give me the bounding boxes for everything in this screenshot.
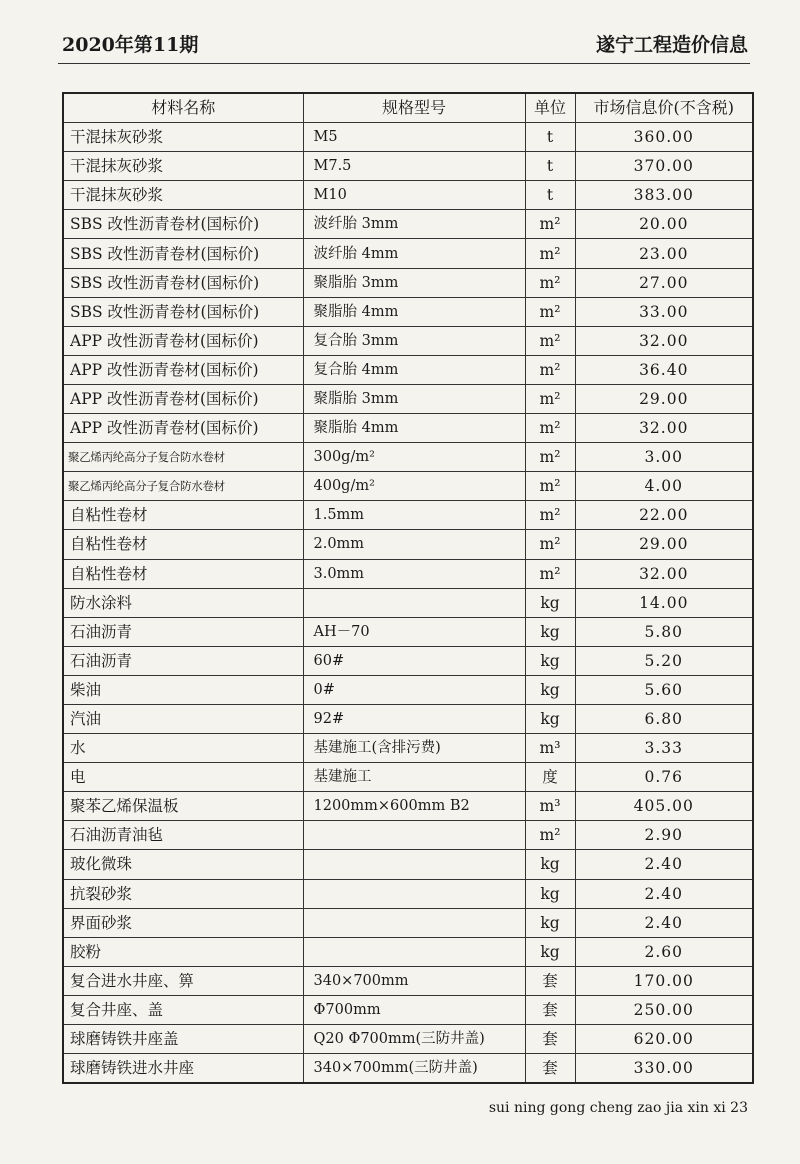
table-row: [63, 908, 753, 937]
unit-cell: m²: [525, 355, 575, 384]
price-cell: 29.00: [575, 530, 753, 559]
spec-cell: 聚脂胎 4mm: [303, 414, 525, 443]
spec-cell: Q20 Φ700mm(三防井盖): [303, 1025, 525, 1054]
table-row: [63, 821, 753, 850]
price-cell: 14.00: [575, 588, 753, 617]
material-name-cell: 自粘性卷材: [63, 530, 303, 559]
unit-cell: t: [525, 181, 575, 210]
unit-cell: 套: [525, 995, 575, 1024]
spec-cell: 0#: [303, 675, 525, 704]
table-row: [63, 704, 753, 733]
price-cell: 6.80: [575, 704, 753, 733]
unit-cell: m²: [525, 297, 575, 326]
price-cell: 5.80: [575, 617, 753, 646]
material-name-cell: 防水涂料: [63, 588, 303, 617]
price-cell: 0.76: [575, 763, 753, 792]
unit-cell: m²: [525, 501, 575, 530]
table-header: [63, 93, 753, 123]
spec-cell: 聚脂胎 3mm: [303, 384, 525, 413]
unit-cell: 度: [525, 763, 575, 792]
material-name-cell: APP 改性沥青卷材(国标价): [63, 414, 303, 443]
unit-cell: t: [525, 123, 575, 152]
table-row: [63, 1025, 753, 1054]
price-cell: 383.00: [575, 181, 753, 210]
table-header-row: [63, 93, 753, 123]
spec-cell: 聚脂胎 3mm: [303, 268, 525, 297]
price-cell: 2.40: [575, 850, 753, 879]
header-divider: [58, 63, 750, 64]
unit-cell: kg: [525, 937, 575, 966]
unit-cell: kg: [525, 879, 575, 908]
unit-cell: m²: [525, 559, 575, 588]
price-cell: 32.00: [575, 326, 753, 355]
material-name-cell: 自粘性卷材: [63, 501, 303, 530]
material-name-cell: 石油沥青: [63, 617, 303, 646]
material-name-cell: 干混抹灰砂浆: [63, 123, 303, 152]
unit-cell: 套: [525, 1054, 575, 1084]
spec-cell: 340×700mm: [303, 966, 525, 995]
unit-cell: 套: [525, 1025, 575, 1054]
material-name-cell: 胶粉: [63, 937, 303, 966]
price-cell: 32.00: [575, 414, 753, 443]
unit-cell: m²: [525, 530, 575, 559]
price-cell: 250.00: [575, 995, 753, 1024]
table-row: [63, 937, 753, 966]
spec-cell: M7.5: [303, 152, 525, 181]
spec-cell: 1200mm×600mm B2: [303, 792, 525, 821]
table-row: [63, 646, 753, 675]
material-name-cell: 复合进水井座、箅: [63, 966, 303, 995]
spec-cell: 波纤胎 4mm: [303, 239, 525, 268]
table-row: [63, 239, 753, 268]
table-row: [63, 123, 753, 152]
table-row: [63, 268, 753, 297]
spec-cell: [303, 588, 525, 617]
column-header-unit: 单位: [525, 93, 575, 123]
table-row: [63, 617, 753, 646]
unit-cell: kg: [525, 908, 575, 937]
table-row: [63, 472, 753, 501]
price-cell: 20.00: [575, 210, 753, 239]
material-name-cell: APP 改性沥青卷材(国标价): [63, 384, 303, 413]
material-name-cell: 球磨铸铁进水井座: [63, 1054, 303, 1084]
unit-cell: m³: [525, 792, 575, 821]
material-name-cell: APP 改性沥青卷材(国标价): [63, 355, 303, 384]
unit-cell: m²: [525, 268, 575, 297]
price-cell: 29.00: [575, 384, 753, 413]
spec-cell: 400g/m²: [303, 472, 525, 501]
unit-cell: m²: [525, 384, 575, 413]
table-row: [63, 995, 753, 1024]
price-cell: 370.00: [575, 152, 753, 181]
price-cell: 3.33: [575, 734, 753, 763]
spec-cell: M5: [303, 123, 525, 152]
material-name-cell: SBS 改性沥青卷材(国标价): [63, 297, 303, 326]
unit-cell: kg: [525, 850, 575, 879]
price-cell: 2.90: [575, 821, 753, 850]
material-name-cell: 干混抹灰砂浆: [63, 152, 303, 181]
spec-cell: 基建施工(含排污费): [303, 734, 525, 763]
spec-cell: AH－70: [303, 617, 525, 646]
unit-cell: 套: [525, 966, 575, 995]
price-cell: 170.00: [575, 966, 753, 995]
spec-cell: [303, 821, 525, 850]
price-cell: 4.00: [575, 472, 753, 501]
material-name-cell: 抗裂砂浆: [63, 879, 303, 908]
table-row: [63, 792, 753, 821]
table-row: [63, 1054, 753, 1084]
table-row: [63, 763, 753, 792]
material-name-cell: 自粘性卷材: [63, 559, 303, 588]
unit-cell: kg: [525, 617, 575, 646]
unit-cell: kg: [525, 646, 575, 675]
material-name-cell: 水: [63, 734, 303, 763]
table-row: [63, 734, 753, 763]
unit-cell: m²: [525, 239, 575, 268]
unit-cell: m²: [525, 821, 575, 850]
spec-cell: 聚脂胎 4mm: [303, 297, 525, 326]
price-cell: 2.60: [575, 937, 753, 966]
price-cell: 3.00: [575, 443, 753, 472]
spec-cell: [303, 908, 525, 937]
material-name-cell: SBS 改性沥青卷材(国标价): [63, 210, 303, 239]
spec-cell: [303, 879, 525, 908]
spec-cell: 复合胎 3mm: [303, 326, 525, 355]
spec-cell: 3.0mm: [303, 559, 525, 588]
unit-cell: m³: [525, 734, 575, 763]
price-cell: 36.40: [575, 355, 753, 384]
price-cell: 32.00: [575, 559, 753, 588]
material-name-cell: 界面砂浆: [63, 908, 303, 937]
unit-cell: m²: [525, 414, 575, 443]
material-name-cell: 干混抹灰砂浆: [63, 181, 303, 210]
material-name-cell: 聚苯乙烯保温板: [63, 792, 303, 821]
material-name-cell: 复合井座、盖: [63, 995, 303, 1024]
price-cell: 27.00: [575, 268, 753, 297]
table-row: [63, 181, 753, 210]
issue-label: 2020年第11期: [62, 34, 199, 56]
price-cell: 23.00: [575, 239, 753, 268]
unit-cell: m²: [525, 210, 575, 239]
spec-cell: 300g/m²: [303, 443, 525, 472]
footer-page-label: sui ning gong cheng zao jia xin xi 23: [488, 1100, 748, 1116]
table-row: [63, 966, 753, 995]
spec-cell: 基建施工: [303, 763, 525, 792]
table-body: [63, 123, 753, 1084]
table-row: [63, 850, 753, 879]
unit-cell: kg: [525, 588, 575, 617]
material-name-cell: 柴油: [63, 675, 303, 704]
table-row: [63, 879, 753, 908]
spec-cell: 60#: [303, 646, 525, 675]
spec-cell: M10: [303, 181, 525, 210]
price-cell: 2.40: [575, 879, 753, 908]
spec-cell: Φ700mm: [303, 995, 525, 1024]
unit-cell: m²: [525, 443, 575, 472]
column-header-price: 市场信息价(不含税): [575, 93, 753, 123]
price-cell: 33.00: [575, 297, 753, 326]
unit-cell: m²: [525, 472, 575, 501]
table-row: [63, 297, 753, 326]
spec-cell: [303, 937, 525, 966]
material-name-cell: SBS 改性沥青卷材(国标价): [63, 268, 303, 297]
unit-cell: kg: [525, 675, 575, 704]
table-row: [63, 559, 753, 588]
table-row: [63, 210, 753, 239]
publication-title: 遂宁工程造价信息: [595, 34, 748, 56]
table-row: [63, 501, 753, 530]
unit-cell: m²: [525, 326, 575, 355]
spec-cell: 1.5mm: [303, 501, 525, 530]
material-name-cell: 汽油: [63, 704, 303, 733]
spec-cell: 复合胎 4mm: [303, 355, 525, 384]
price-cell: 22.00: [575, 501, 753, 530]
spec-cell: [303, 850, 525, 879]
material-name-cell: 球磨铸铁井座盖: [63, 1025, 303, 1054]
material-name-cell: SBS 改性沥青卷材(国标价): [63, 239, 303, 268]
price-cell: 5.60: [575, 675, 753, 704]
price-cell: 620.00: [575, 1025, 753, 1054]
table-row: [63, 530, 753, 559]
table-row: [63, 588, 753, 617]
spec-cell: 340×700mm(三防井盖): [303, 1054, 525, 1084]
table-row: [63, 443, 753, 472]
table-row: [63, 384, 753, 413]
column-header-name: 材料名称: [63, 93, 303, 123]
unit-cell: t: [525, 152, 575, 181]
material-name-cell: 石油沥青: [63, 646, 303, 675]
spec-cell: 92#: [303, 704, 525, 733]
table-row: [63, 675, 753, 704]
column-header-spec: 规格型号: [303, 93, 525, 123]
price-cell: 2.40: [575, 908, 753, 937]
spec-cell: 波纤胎 3mm: [303, 210, 525, 239]
material-name-cell: 玻化微珠: [63, 850, 303, 879]
table-row: [63, 355, 753, 384]
price-cell: 405.00: [575, 792, 753, 821]
price-cell: 330.00: [575, 1054, 753, 1084]
material-name-cell: 石油沥青油毡: [63, 821, 303, 850]
table-row: [63, 152, 753, 181]
material-name-cell: 电: [63, 763, 303, 792]
unit-cell: kg: [525, 704, 575, 733]
material-name-cell: 聚乙烯丙纶高分子复合防水卷材: [63, 472, 303, 501]
price-table: [62, 92, 754, 1084]
material-name-cell: APP 改性沥青卷材(国标价): [63, 326, 303, 355]
spec-cell: 2.0mm: [303, 530, 525, 559]
price-cell: 360.00: [575, 123, 753, 152]
table-row: [63, 326, 753, 355]
material-name-cell: 聚乙烯丙纶高分子复合防水卷材: [63, 443, 303, 472]
table-row: [63, 414, 753, 443]
price-cell: 5.20: [575, 646, 753, 675]
